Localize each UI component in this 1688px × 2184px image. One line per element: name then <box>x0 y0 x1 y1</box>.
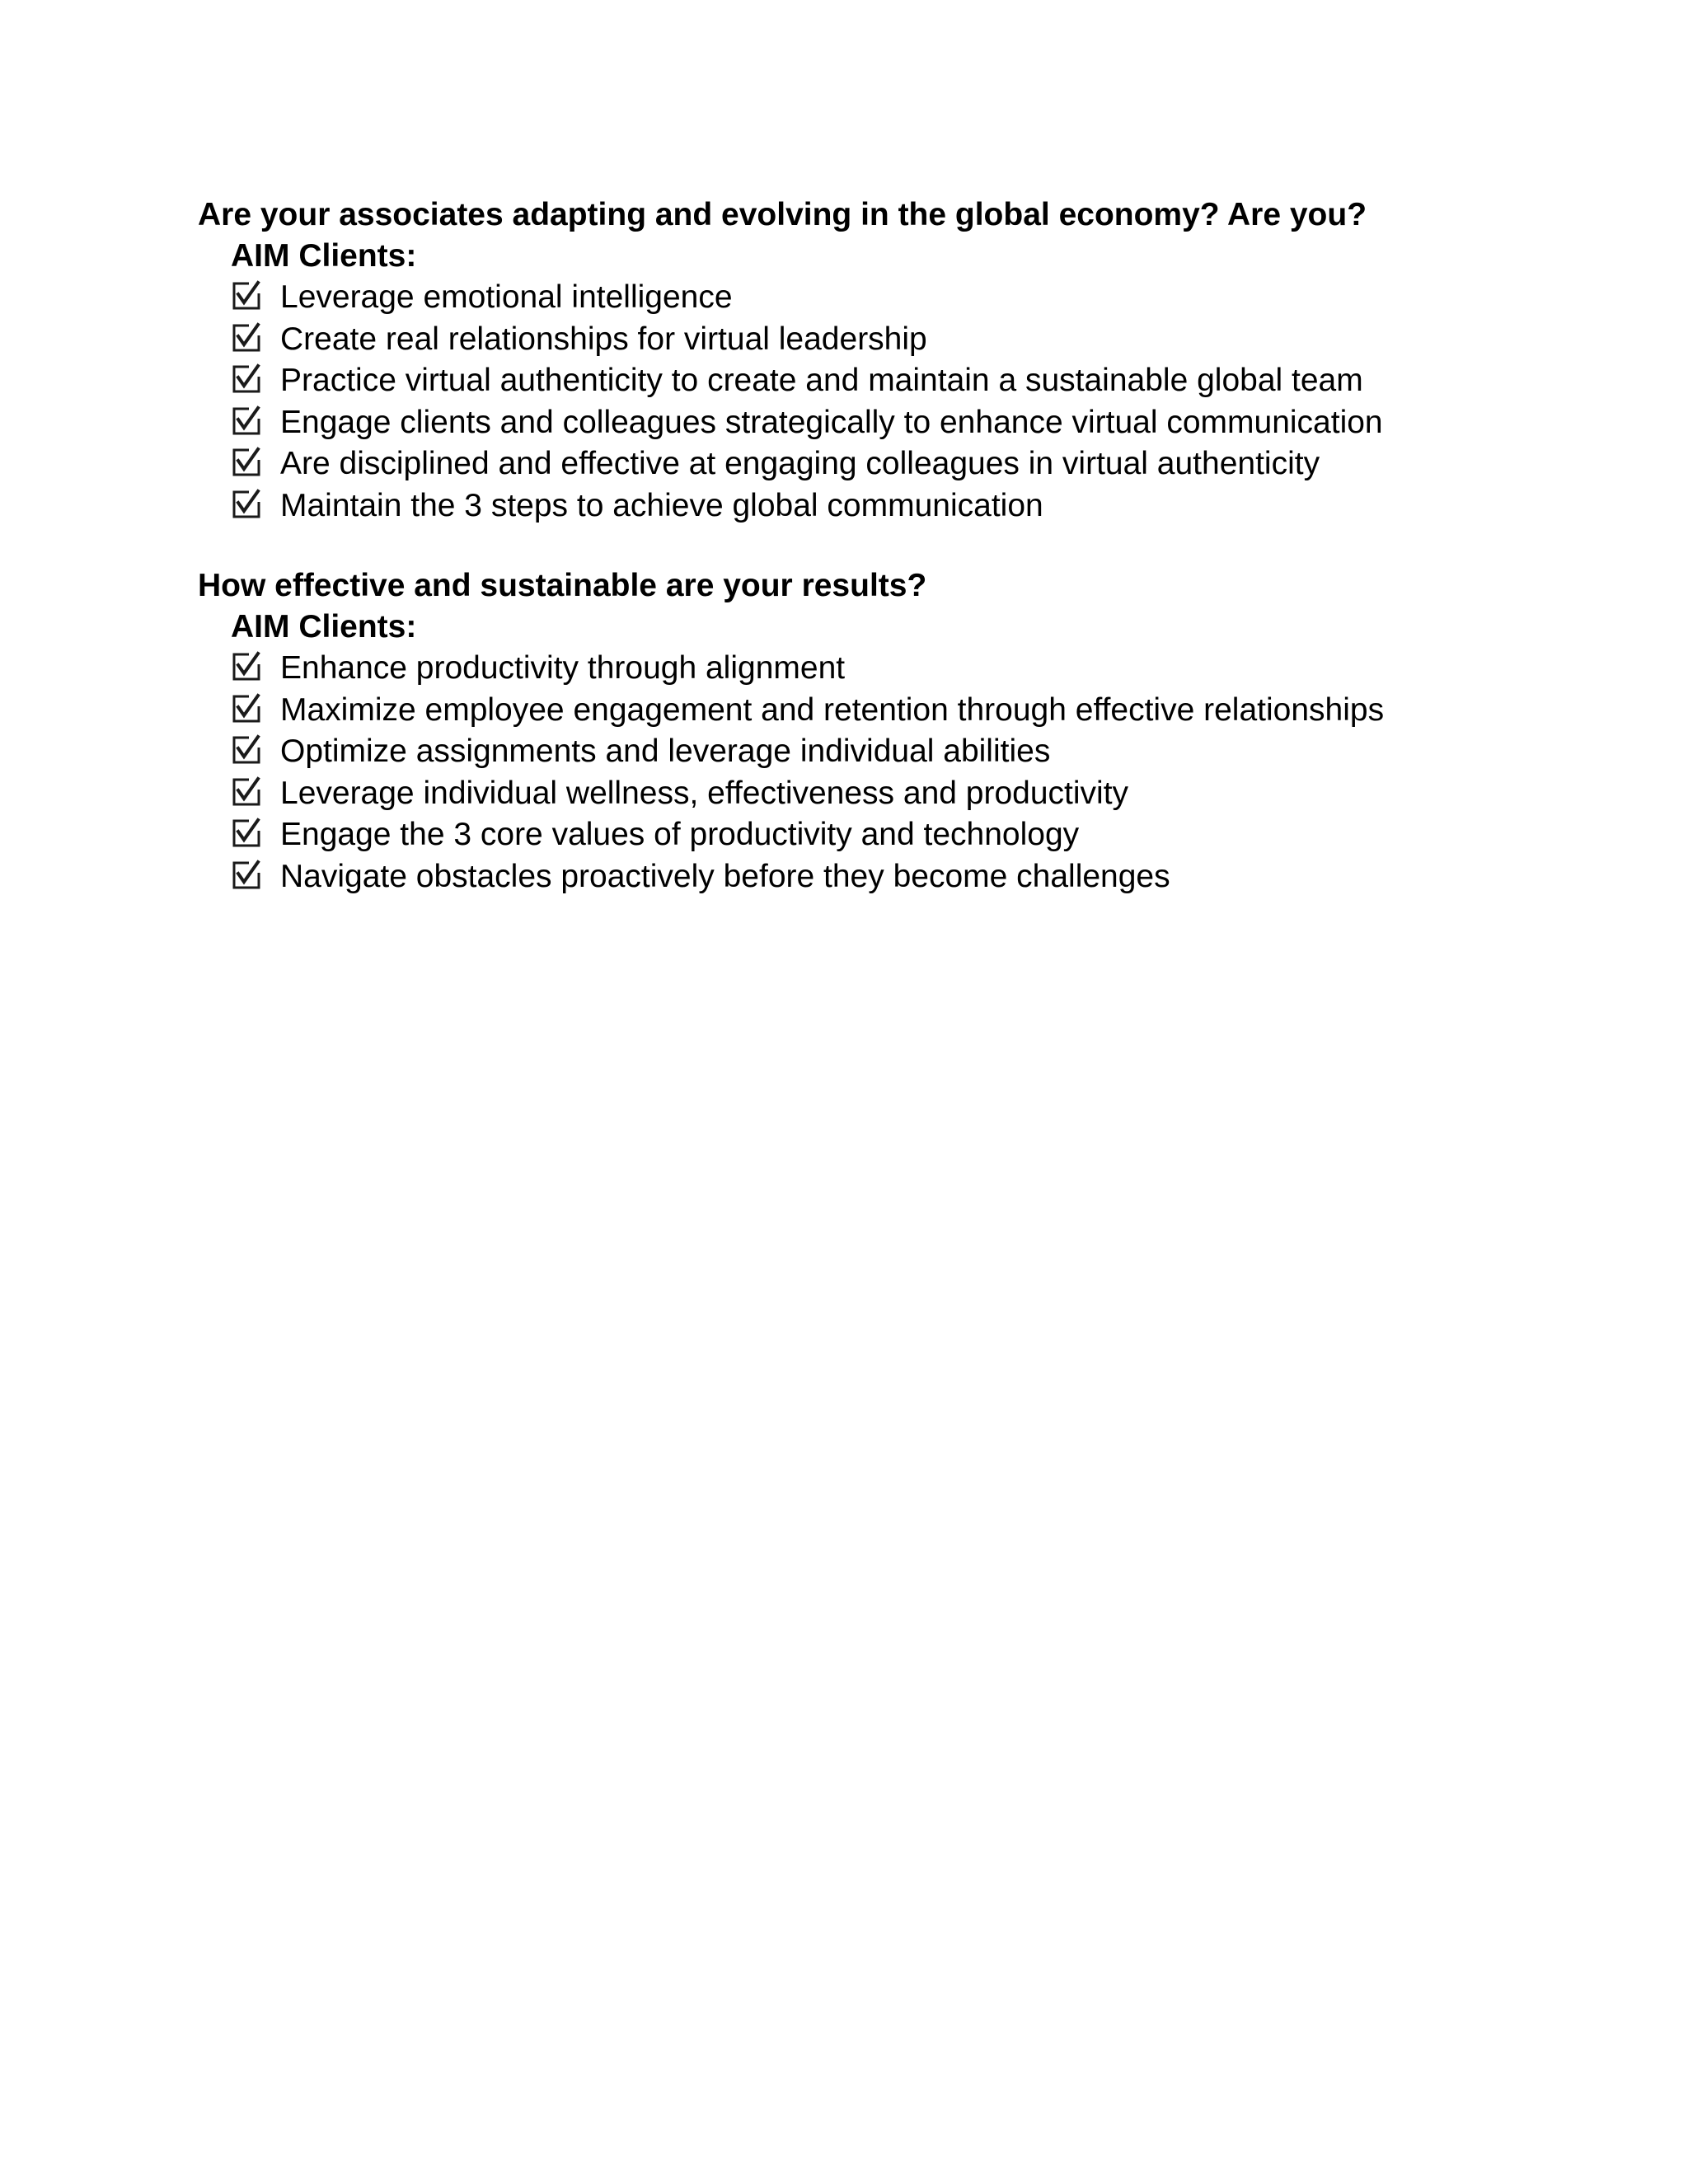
checklist-item-text: Navigate obstacles proactively before they become challenges <box>280 858 1170 894</box>
checked-box-icon <box>231 734 262 766</box>
checklist-item-text: Engage clients and colleagues strategically to enhance virtual communication <box>280 404 1383 440</box>
checklist-item <box>231 277 1484 319</box>
checklist-item <box>231 485 1484 527</box>
section-subheading: AIM Clients: <box>231 609 417 644</box>
checked-box-icon <box>231 860 262 891</box>
checked-box-icon <box>231 322 262 354</box>
checklist-item-text: Leverage individual wellness, effectiveness and productivity <box>280 775 1129 811</box>
checklist-item <box>231 856 1484 898</box>
checklist-item <box>231 648 1484 690</box>
checked-box-icon <box>231 489 262 520</box>
checklist <box>198 277 1484 527</box>
checked-box-icon <box>231 693 262 724</box>
checklist-item-text: Maximize employee engagement and retention through effective relationships <box>280 691 1385 728</box>
checked-box-icon <box>231 818 262 849</box>
checklist-item <box>231 773 1484 815</box>
checklist-item-text: Enhance productivity through alignment <box>280 650 846 687</box>
checklist-item <box>231 731 1484 773</box>
checklist <box>198 648 1484 898</box>
checklist-item-text: Leverage emotional intelligence <box>280 279 733 316</box>
section-question: Are your associates adapting and evolving in the global economy? Are you? <box>198 197 1367 232</box>
checklist-item-text: Are disciplined and effective at engaging colleagues in virtual authenticity <box>280 446 1320 482</box>
checked-box-icon <box>231 405 262 437</box>
checklist-item <box>231 690 1484 732</box>
checklist-item <box>231 443 1484 485</box>
checklist-item-text: Optimize assignments and leverage individual abilities <box>280 733 1051 770</box>
checklist-item <box>231 814 1484 856</box>
checked-box-icon <box>231 651 262 682</box>
checked-box-icon <box>231 776 262 808</box>
section-results <box>198 565 1484 898</box>
section-global-economy <box>198 194 1484 527</box>
checked-box-icon <box>231 447 262 478</box>
section-subheading: AIM Clients: <box>231 238 417 274</box>
checklist-item <box>231 319 1484 361</box>
checklist-item-text: Create real relationships for virtual leadership <box>280 321 927 357</box>
checked-box-icon <box>231 280 262 312</box>
checklist-item <box>231 402 1484 444</box>
checklist-item <box>231 360 1484 402</box>
checklist-item-text: Maintain the 3 steps to achieve global communication <box>280 487 1043 523</box>
checklist-item-text: Practice virtual authenticity to create and maintain a sustainable global team <box>280 363 1363 399</box>
checklist-item-text: Engage the 3 core values of productivity and technology <box>280 817 1080 853</box>
section-question: How effective and sustainable are your results? <box>198 568 927 603</box>
checked-box-icon <box>231 363 262 395</box>
